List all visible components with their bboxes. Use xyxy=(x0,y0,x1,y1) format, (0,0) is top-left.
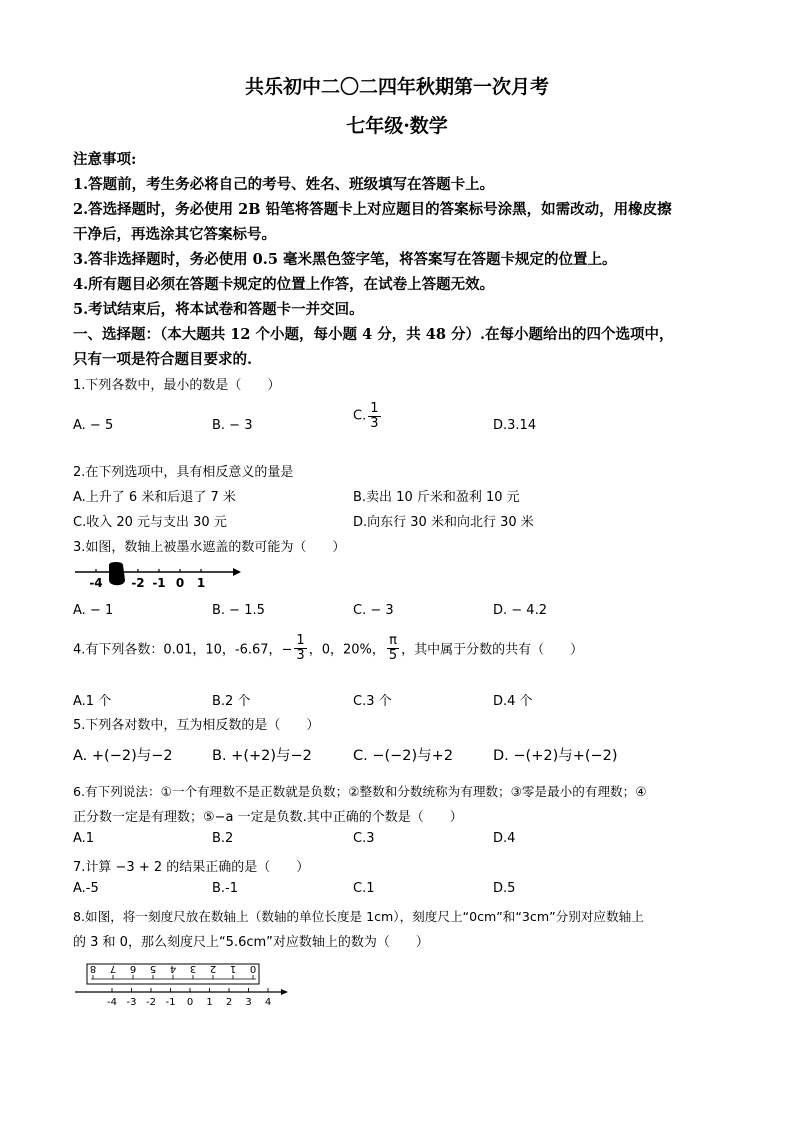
q2-option-d: D.向东行 30 米和向北行 30 米 xyxy=(353,515,534,530)
q4-fraction-1-den: 3 xyxy=(296,647,305,663)
q8-axis-label: -1 xyxy=(165,997,176,1008)
q2-option-c: C.收入 20 元与支出 30 元 xyxy=(73,515,227,530)
q8-ruler-label: 7 xyxy=(109,963,117,974)
q8-axis-label: 4 xyxy=(264,997,272,1008)
q7-option-a: A.-5 xyxy=(73,881,99,896)
q3-option-d: D. − 4.2 xyxy=(493,603,547,618)
q4-fraction-2 xyxy=(387,634,399,662)
note-4: 4.所有题目必须在答题卡规定的位置上作答，在试卷上答题无效。 xyxy=(73,276,495,293)
q3-tick-label: 0 xyxy=(175,576,185,590)
q5-stem: 5.下列各对数中，互为相反数的是（ ） xyxy=(73,718,320,733)
q8-ruler-label: 4 xyxy=(169,963,177,974)
q7-option-c: C.1 xyxy=(353,881,375,896)
q8-stem-line1: 8.如图，将一刻度尺放在数轴上（数轴的单位长度是 1cm），刻度尺上“0cm”和“3cm”分别对应数轴上 xyxy=(73,909,644,924)
q4-fraction-2-den: 5 xyxy=(388,647,398,663)
q4-fraction-1-num: 1 xyxy=(296,633,305,648)
q7-option-d: D.5 xyxy=(493,881,516,896)
q4-stem-part-b: ，0，20%， xyxy=(308,642,385,658)
q3-option-b: B. − 1.5 xyxy=(212,603,265,618)
notes-heading: 注意事项: xyxy=(73,151,137,168)
q3-stem: 3.如图，数轴上被墨水遮盖的数可能为（ ） xyxy=(73,540,346,555)
q3-tick-label: -2 xyxy=(131,576,145,590)
q8-ruler-label: 8 xyxy=(89,963,97,974)
q4-stem-part-c: ，其中属于分数的共有（ ） xyxy=(401,642,584,658)
q3-tick-label: 1 xyxy=(196,576,206,590)
note-3: 3.答非选择题时，务必使用 0.5 毫米黑色签字笔，将答案写在答题卡规定的位置上。 xyxy=(73,251,617,268)
q2-option-b: B.卖出 10 斤米和盈利 10 元 xyxy=(353,490,520,505)
q8-axis-label: -4 xyxy=(107,997,117,1008)
q4-option-b: B.2 个 xyxy=(212,694,251,709)
section-heading: 一、选择题：（本大题共 12 个小题，每小题 4 分，共 48 分）.在每小题给出的四个选项中， xyxy=(73,326,674,343)
q8-axis-label: -2 xyxy=(146,997,156,1008)
q8-axis-label: 0 xyxy=(186,997,194,1008)
exam-title: 共乐初中二〇二四年秋期第一次月考 xyxy=(244,76,549,98)
q8-ruler-label: 0 xyxy=(249,963,257,974)
q5-option-b: B. +(+2)与−2 xyxy=(212,748,312,764)
q8-axis-label: -3 xyxy=(126,997,137,1008)
q1-fraction-num: 1 xyxy=(370,401,379,416)
note-1: 1.答题前，考生务必将自己的考号、姓名、班级填写在答题卡上。 xyxy=(73,176,495,193)
q1-option-a: A. − 5 xyxy=(73,418,114,433)
q3-tick-label: -4 xyxy=(89,576,103,590)
note-2: 2.答选择题时，务必使用 2B 铅笔将答题卡上对应题目的答案标号涂黑，如需改动，用橡皮擦 xyxy=(73,201,672,218)
q8-stem-line2: 的 3 和 0，那么刻度尺上“5.6cm”对应数轴上的数为（ ） xyxy=(73,935,429,950)
q6-option-a: A.1 xyxy=(73,831,95,846)
q5-option-c: C. −(−2)与+2 xyxy=(353,748,454,764)
q2-stem: 2.在下列选项中，具有相反意义的量是 xyxy=(73,465,294,480)
q3-option-c: C. − 3 xyxy=(353,603,394,618)
q6-stem-line2: 正分数一定是有理数；⑤−a 一定是负数.其中正确的个数是（ ） xyxy=(73,810,463,825)
q4-option-d: D.4 个 xyxy=(493,694,533,709)
q1-fraction xyxy=(368,402,380,430)
q1-option-b: B. − 3 xyxy=(212,418,253,433)
q4-option-a: A.1 个 xyxy=(73,694,112,709)
q8-axis-label: 3 xyxy=(245,997,252,1008)
q4-stem-part-a: 4.有下列各数：0.01，10，-6.67，− xyxy=(73,642,293,658)
q6-stem-line1: 6.有下列说法：①一个有理数不是正数就是负数；②整数和分数统称为有理数；③零是最小的有理数；④ xyxy=(73,784,647,799)
q5-option-a: A. +(−2)与−2 xyxy=(73,748,173,764)
section-heading-cont: 只有一项是符合题目要求的. xyxy=(73,351,253,368)
q8-ruler-label: 1 xyxy=(229,963,237,974)
q8-ruler-label: 2 xyxy=(209,963,217,974)
q4-fraction-1 xyxy=(294,634,306,662)
q3-option-a: A. − 1 xyxy=(73,603,114,618)
q7-option-b: B.-1 xyxy=(212,881,239,896)
q8-axis-label: 2 xyxy=(225,997,233,1008)
q6-option-d: D.4 xyxy=(493,831,516,846)
q6-option-c: C.3 xyxy=(353,831,375,846)
q1-option-c xyxy=(353,402,383,430)
q1-option-d: D.3.14 xyxy=(493,418,537,433)
q8-ruler-label: 6 xyxy=(129,963,137,974)
q2-option-a: A.上升了 6 米和后退了 7 米 xyxy=(73,490,236,505)
ink-blot xyxy=(109,562,125,585)
q7-stem: 7.计算 −3 + 2 的结果正确的是（ ） xyxy=(73,860,310,875)
q4-fraction-2-num: π xyxy=(387,634,399,649)
q8-ruler-label: 5 xyxy=(149,963,157,974)
note-2-cont: 干净后，再选涂其它答案标号。 xyxy=(73,226,276,243)
q3-number-line-figure xyxy=(73,560,243,594)
q8-ruler-figure xyxy=(73,960,293,1010)
q8-axis-label: 1 xyxy=(206,997,213,1008)
q1-fraction-den: 3 xyxy=(370,415,379,431)
q1-option-c-prefix: C. xyxy=(353,408,367,424)
q1-stem: 1.下列各数中，最小的数是（ ） xyxy=(73,378,281,393)
exam-subtitle: 七年级·数学 xyxy=(346,115,448,137)
q8-ruler-label: 3 xyxy=(189,963,197,974)
q3-tick-label: -1 xyxy=(152,576,166,590)
q4-option-c: C.3 个 xyxy=(353,694,392,709)
q4-stem xyxy=(73,634,583,662)
q5-option-d: D. −(+2)与+(−2) xyxy=(493,748,618,764)
note-5: 5.考试结束后，将本试卷和答题卡一并交回。 xyxy=(73,301,364,318)
q6-option-b: B.2 xyxy=(212,831,234,846)
